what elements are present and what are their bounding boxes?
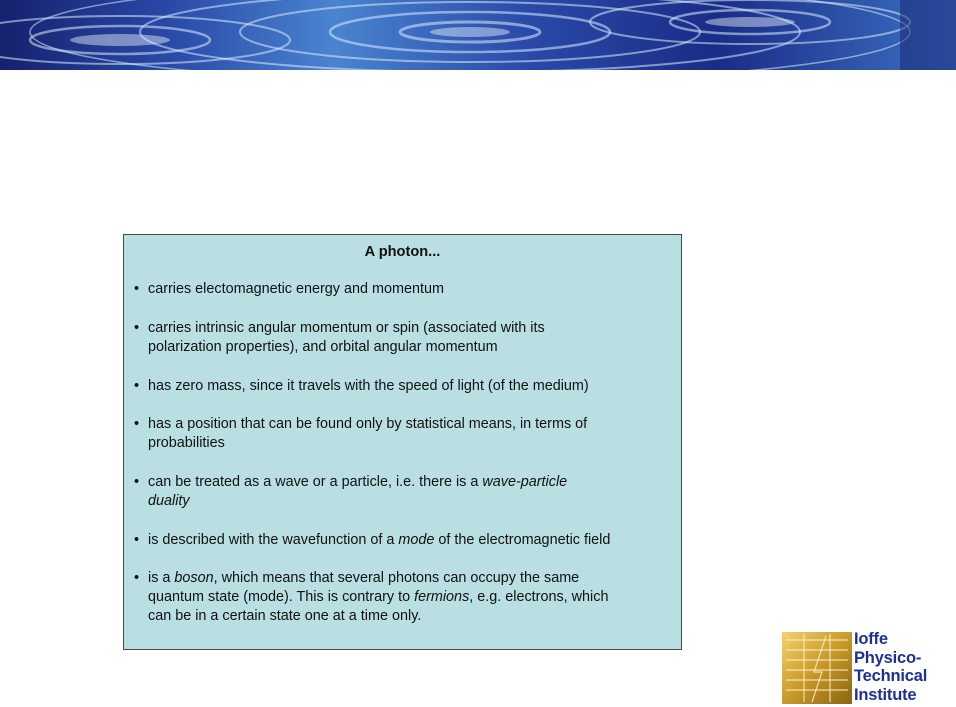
text-run: , e.g. electrons, which — [469, 589, 609, 605]
bullet-marker: • — [134, 378, 140, 394]
text-run: polarization properties), and orbital angular momentum — [148, 339, 498, 355]
text-run: has a position that can be found only by statistical means, in terms of — [148, 416, 588, 432]
institute-name — [854, 630, 927, 704]
bullet-marker: • — [134, 416, 140, 432]
water-ripple-graphic — [0, 0, 956, 70]
bullet-marker: • — [134, 532, 140, 548]
list-item-text — [148, 377, 673, 396]
text-run: carries intrinsic angular momentum or spin (associated with its — [148, 320, 545, 336]
bullet-marker: • — [134, 320, 140, 336]
emphasized-term: wave-particle — [482, 474, 568, 490]
logo-text-line: Physico- — [854, 648, 922, 667]
box-title: A photon... — [364, 244, 441, 260]
list-item-text — [148, 531, 673, 550]
ioffe-logo-icon — [782, 632, 852, 704]
list-item — [134, 415, 673, 453]
text-run: has zero mass, since it travels with the speed of light (of the medium) — [148, 378, 589, 394]
emphasized-term: boson — [174, 570, 214, 586]
text-run: can be treated as a wave or a particle, i.e. there is a — [148, 474, 483, 490]
list-item-text — [148, 280, 673, 299]
list-item-text — [148, 415, 673, 453]
list-item-text — [148, 319, 673, 357]
text-run: of the electromagnetic field — [434, 532, 611, 548]
text-run: probabilities — [148, 435, 225, 451]
text-run: carries electomagnetic energy and momentum — [148, 281, 444, 297]
text-run: , which means that several photons can occupy the same — [213, 570, 580, 586]
institute-logo — [782, 630, 942, 704]
list-item — [134, 280, 673, 299]
bullet-marker: • — [134, 281, 140, 297]
emphasized-term: mode — [398, 532, 435, 548]
photon-properties-box — [123, 234, 682, 650]
list-item-text — [148, 473, 673, 511]
text-run: quantum state (mode). This is contrary to — [148, 589, 415, 605]
logo-text-line: Ioffe — [854, 630, 888, 648]
list-item — [134, 569, 673, 626]
list-item — [134, 473, 673, 511]
logo-text-line: Technical — [854, 667, 928, 685]
header-banner — [0, 0, 956, 70]
text-run: is a — [148, 570, 175, 586]
text-run: is described with the wavefunction of a — [148, 532, 399, 548]
list-item-text — [148, 569, 673, 626]
logo-text-line: Institute — [854, 685, 917, 704]
bullet-marker: • — [134, 570, 140, 586]
list-item — [134, 319, 673, 357]
emphasized-term: fermions — [414, 589, 470, 605]
text-run: can be in a certain state one at a time only. — [148, 608, 422, 624]
bullet-marker: • — [134, 474, 140, 490]
emphasized-term: duality — [148, 493, 190, 509]
list-item — [134, 531, 673, 550]
list-item — [134, 377, 673, 396]
